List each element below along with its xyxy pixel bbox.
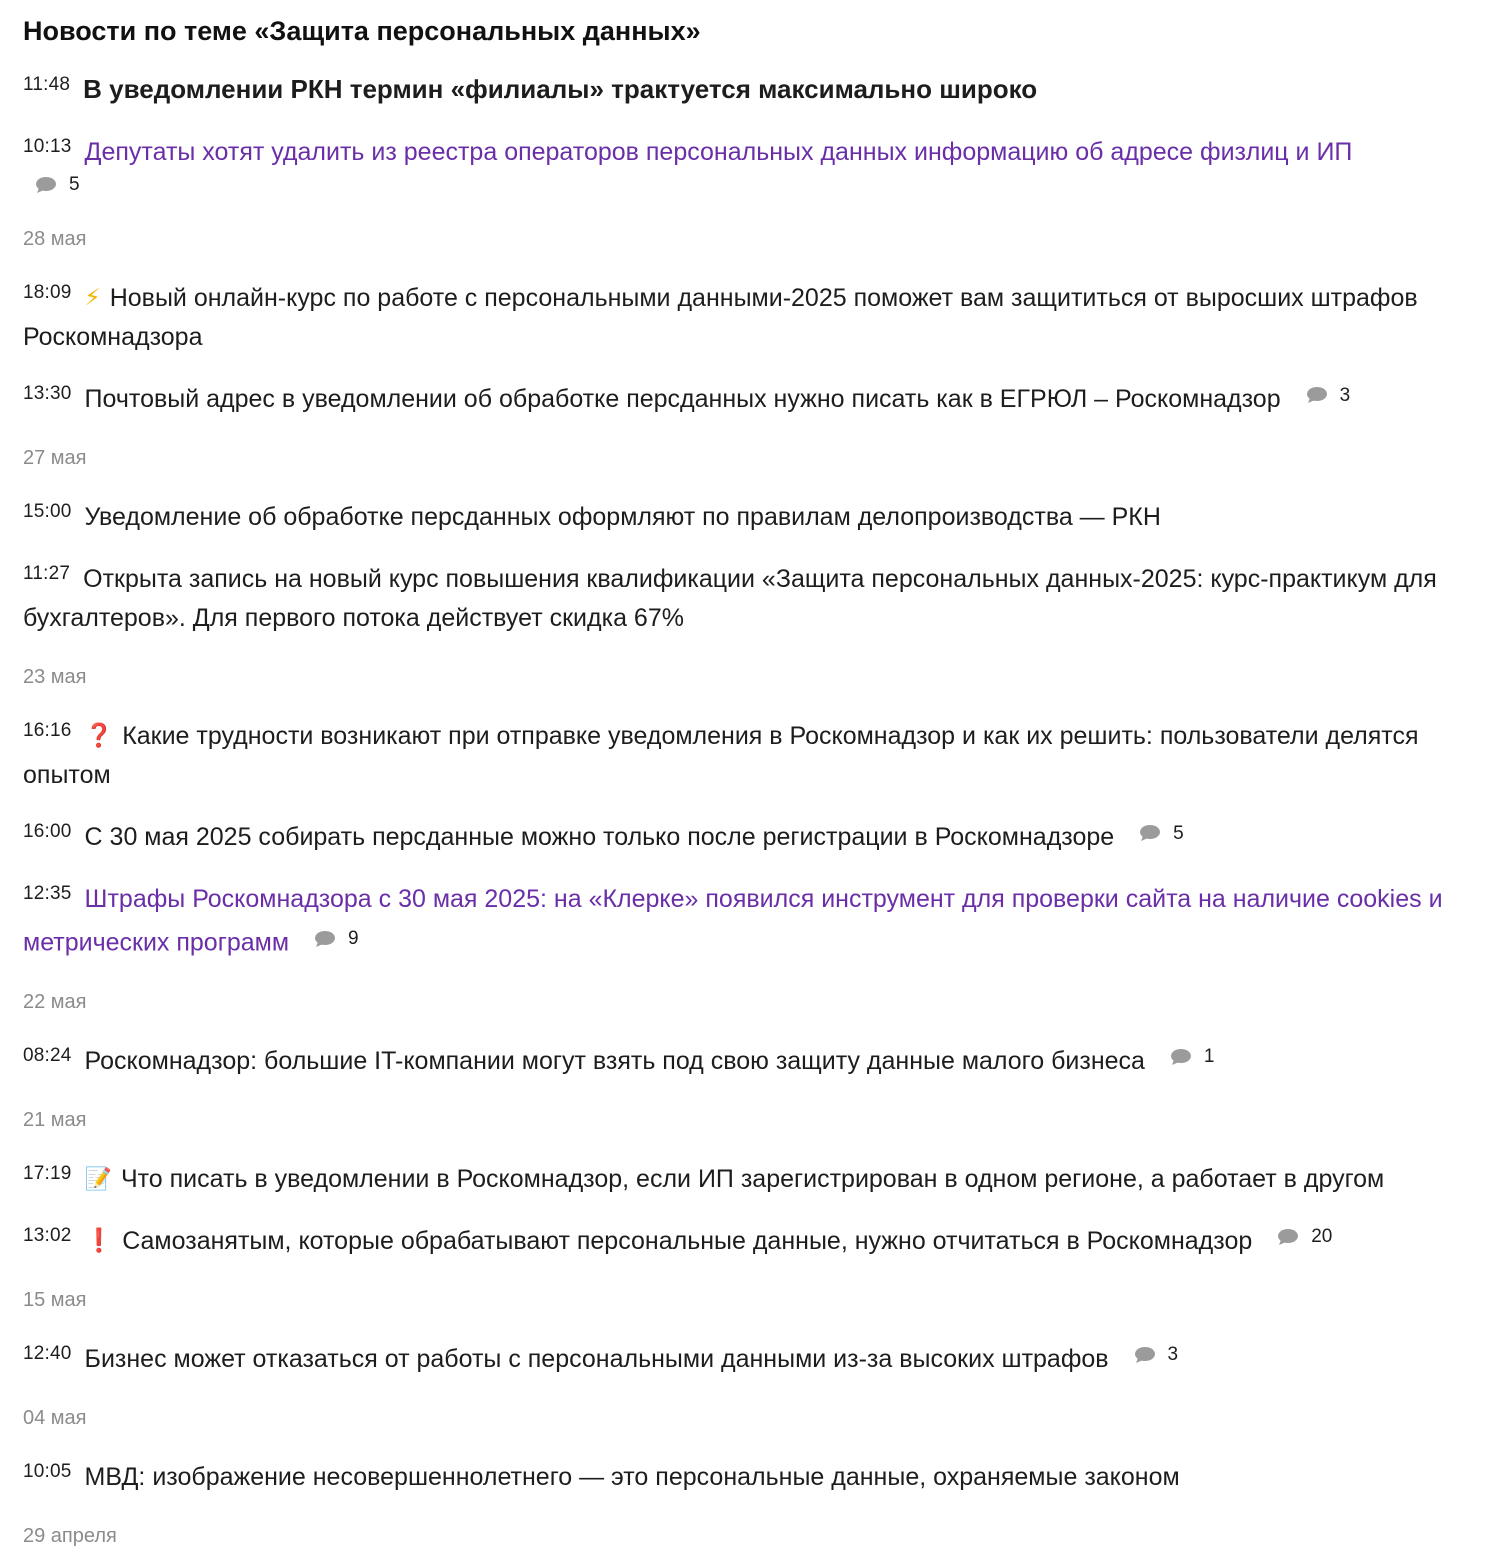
news-title-link[interactable]: В уведомлении РКН термин «филиалы» трактуется максимально широко bbox=[83, 74, 1038, 104]
news-item bbox=[23, 803, 1470, 865]
memo-icon: 📝 bbox=[84, 1165, 112, 1191]
news-item bbox=[23, 1027, 1470, 1089]
comment-count-value: 9 bbox=[347, 928, 359, 949]
news-title-link[interactable]: Открыта запись на новый курс повышения квалификации «Защита персональных данных-2025: курс-практикум для бухгалтеров». Для первого потока действует скидка 67% bbox=[23, 565, 1437, 632]
news-title-link[interactable]: МВД: изображение несовершеннолетнего — это персональные данные, охраняемые законом bbox=[84, 1462, 1180, 1491]
news-title-link[interactable]: Депутаты хотят удалить из реестра операторов персональных данных информацию об адресе физлиц и ИП bbox=[84, 138, 1353, 166]
news-title-link[interactable]: Самозанятым, которые обрабатывают персональные данные, нужно отчитаться в Роскомнадзор bbox=[122, 1226, 1253, 1255]
comment-count[interactable] bbox=[1170, 1037, 1215, 1076]
comment-count-value: 20 bbox=[1311, 1226, 1333, 1247]
news-time: 10:13 bbox=[23, 136, 72, 157]
comment-bubble-icon bbox=[1139, 824, 1161, 842]
question-mark-icon: ❓ bbox=[84, 722, 114, 748]
comment-count[interactable] bbox=[1277, 1217, 1332, 1256]
news-title-link[interactable]: Новый онлайн-курс по работе с персональными данными-2025 поможет вам защититься от выросших штрафов Роскомнадзора bbox=[23, 284, 1418, 351]
page-title: Новости по теме «Защита персональных данных» bbox=[23, 16, 701, 46]
news-time: 13:02 bbox=[23, 1224, 72, 1246]
comment-count[interactable] bbox=[314, 919, 359, 958]
comment-bubble-icon bbox=[35, 176, 57, 194]
comment-count[interactable] bbox=[35, 170, 1470, 200]
news-item bbox=[23, 702, 1470, 803]
news-item bbox=[23, 1443, 1470, 1505]
news-time: 11:27 bbox=[23, 563, 71, 584]
news-item bbox=[23, 545, 1470, 646]
news-title-link[interactable]: Какие трудности возникают при отправке уведомления в Роскомнадзор и как их решить: пользователи делятся опытом bbox=[23, 722, 1419, 789]
comment-count-value: 3 bbox=[1167, 1344, 1179, 1365]
date-separator: 29 апреля bbox=[23, 1524, 117, 1547]
comment-bubble-icon bbox=[1277, 1228, 1299, 1246]
comment-bubble-icon bbox=[1134, 1346, 1156, 1364]
comment-count-value: 3 bbox=[1339, 384, 1351, 406]
news-item bbox=[23, 264, 1470, 365]
date-separator: 04 мая bbox=[23, 1406, 87, 1429]
news-title-link[interactable]: Бизнес может отказаться от работы с персональными данными из-за высоких штрафов bbox=[84, 1344, 1109, 1373]
news-time: 13:30 bbox=[23, 383, 72, 404]
news-title-link[interactable]: С 30 мая 2025 собирать персданные можно только после регистрации в Роскомнадзоре bbox=[84, 823, 1115, 851]
news-time: 16:16 bbox=[23, 720, 72, 741]
news-time: 11:48 bbox=[23, 74, 71, 95]
comment-bubble-icon bbox=[314, 930, 336, 948]
news-time: 12:35 bbox=[23, 883, 72, 904]
date-separator: 22 мая bbox=[23, 990, 87, 1013]
comment-count[interactable] bbox=[1134, 1335, 1179, 1374]
news-title-link[interactable]: Почтовый адрес в уведомлении об обработке персданных нужно писать как в ЕГРЮЛ – Роскомнадзор bbox=[84, 385, 1281, 413]
date-separator: 21 мая bbox=[23, 1108, 87, 1131]
comment-count[interactable] bbox=[1306, 376, 1351, 415]
date-separator: 28 мая bbox=[23, 228, 87, 250]
comment-count[interactable] bbox=[1139, 814, 1184, 853]
news-time: 18:09 bbox=[23, 282, 72, 303]
news-item bbox=[23, 50, 1470, 118]
news-item bbox=[23, 865, 1470, 971]
comment-bubble-icon bbox=[1306, 386, 1328, 404]
news-feed bbox=[23, 50, 1470, 1561]
news-item bbox=[23, 1325, 1470, 1387]
date-separator: 15 мая bbox=[23, 1288, 87, 1311]
comment-bubble-icon bbox=[1170, 1048, 1192, 1066]
exclamation-icon: ❗ bbox=[84, 1226, 114, 1253]
comment-count-value: 5 bbox=[69, 174, 80, 195]
news-title-link[interactable]: Что писать в уведомлении в Роскомнадзор, если ИП зарегистрирован в одном регионе, а работает в другом bbox=[120, 1164, 1385, 1193]
news-time: 08:24 bbox=[23, 1044, 72, 1066]
news-time: 15:00 bbox=[23, 501, 72, 522]
news-time: 16:00 bbox=[23, 821, 72, 842]
news-item bbox=[23, 1145, 1470, 1207]
comment-count-value: 1 bbox=[1203, 1046, 1215, 1067]
lightning-icon: ⚡ bbox=[84, 284, 101, 310]
news-time: 17:19 bbox=[23, 1162, 72, 1184]
news-time: 12:40 bbox=[23, 1342, 72, 1364]
news-time: 10:05 bbox=[23, 1460, 72, 1482]
news-title-link[interactable]: Роскомнадзор: большие IT-компании могут взять под свою защиту данные малого бизнеса bbox=[84, 1046, 1145, 1075]
news-item bbox=[23, 365, 1470, 427]
date-separator: 23 мая bbox=[23, 666, 87, 688]
news-title-link[interactable]: Уведомление об обработке персданных оформляют по правилам делопроизводства — РКН bbox=[84, 503, 1161, 531]
news-title-link[interactable]: Штрафы Роскомнадзора с 30 мая 2025: на «Клерке» появился инструмент для проверки сайта на наличие cookies и метрических программ bbox=[23, 885, 1443, 957]
comment-count-value: 5 bbox=[1173, 822, 1184, 844]
news-item bbox=[23, 1207, 1470, 1269]
news-item bbox=[23, 483, 1470, 545]
news-item bbox=[23, 118, 1470, 208]
date-separator: 27 мая bbox=[23, 447, 87, 469]
